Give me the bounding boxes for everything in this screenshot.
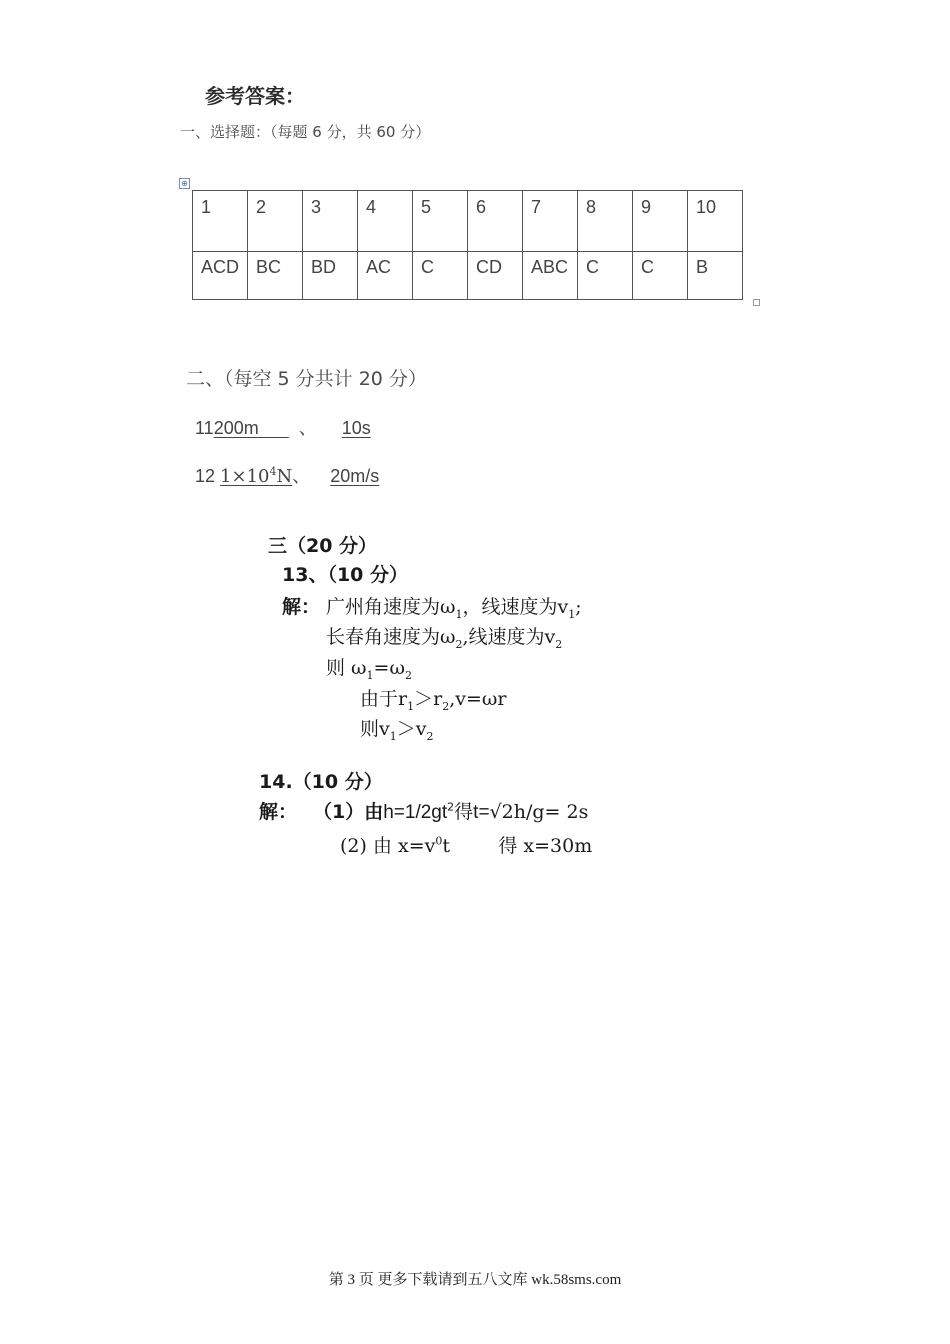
q13-line-5: 则$v_1>v_2$: [360, 718, 434, 743]
table-cell: ABC: [523, 252, 578, 300]
q12-separator: 、: [292, 466, 311, 486]
table-move-handle-icon[interactable]: ⊕: [179, 178, 190, 189]
table-cell: 7: [523, 191, 578, 252]
q11-answer-line: [195, 414, 371, 440]
q13-line-3: 则 $\omega_1=\omega_2$: [326, 657, 412, 682]
q12-answer-line: [195, 462, 379, 488]
table-cell: 5: [413, 191, 468, 252]
q13-line-4: 由于$r_1>r_2,v=\omega r$: [360, 688, 507, 713]
section1-heading: 一、选择题：（每题 6 分，共 60 分）: [180, 123, 431, 141]
q14-part-1: （1）由$h=1/2gt^2$得t=√2h/g= 2s: [313, 800, 589, 823]
table-row-numbers: [193, 191, 743, 252]
q14-solve-label: 解：: [259, 801, 298, 823]
table-cell: 9: [633, 191, 688, 252]
q12-answer-1: $1\times 10^4N$: [220, 465, 293, 487]
q11-answer-1: 200m: [213, 418, 259, 438]
table-cell: C: [578, 252, 633, 300]
table-row-answers: [193, 252, 743, 300]
table-cell: C: [413, 252, 468, 300]
q13-heading: 13、（10 分）: [282, 564, 408, 586]
q14-part-2: (2) 由 $x=v^0t$ 得 x=30m: [340, 834, 593, 857]
table-cell: ACD: [193, 252, 248, 300]
section2-heading: 二、（每空 5 分共计 20 分）: [186, 368, 427, 390]
table-cell: 8: [578, 191, 633, 252]
q13-solve-label: 解：: [282, 596, 321, 618]
table-cell: C: [633, 252, 688, 300]
table-cell: 6: [468, 191, 523, 252]
table-cell: 3: [303, 191, 358, 252]
table-cell: 1: [193, 191, 248, 252]
table-cell: BC: [248, 252, 303, 300]
section3-heading: 三（20 分）: [268, 535, 378, 557]
q14-heading: 14.（10 分）: [259, 771, 383, 793]
table-cell: AC: [358, 252, 413, 300]
q11-answer-2: 10s: [341, 418, 371, 438]
table-resize-handle[interactable]: [753, 299, 760, 306]
table-cell: 2: [248, 191, 303, 252]
page-footer: 第 3 页 更多下载请到五八文库 wk.58sms.com: [328, 1272, 622, 1288]
table-cell: 10: [688, 191, 743, 252]
answer-table: [192, 190, 743, 300]
q13-line-2: 长春角速度为$\omega_2$,线速度为$v_2$: [326, 626, 563, 651]
q11-separator: 、: [298, 418, 317, 438]
answer-title: 参考答案：: [205, 84, 305, 108]
table-cell: 4: [358, 191, 413, 252]
table-cell: B: [688, 252, 743, 300]
q12-number: 12: [195, 466, 216, 486]
q12-answer-2: 20m/s: [330, 466, 380, 486]
q11-number: 11: [195, 418, 214, 438]
table-cell: CD: [468, 252, 523, 300]
q13-line-1: 广州角速度为$\omega_1$，线速度为$v_1$;: [326, 596, 582, 621]
table-cell: BD: [303, 252, 358, 300]
